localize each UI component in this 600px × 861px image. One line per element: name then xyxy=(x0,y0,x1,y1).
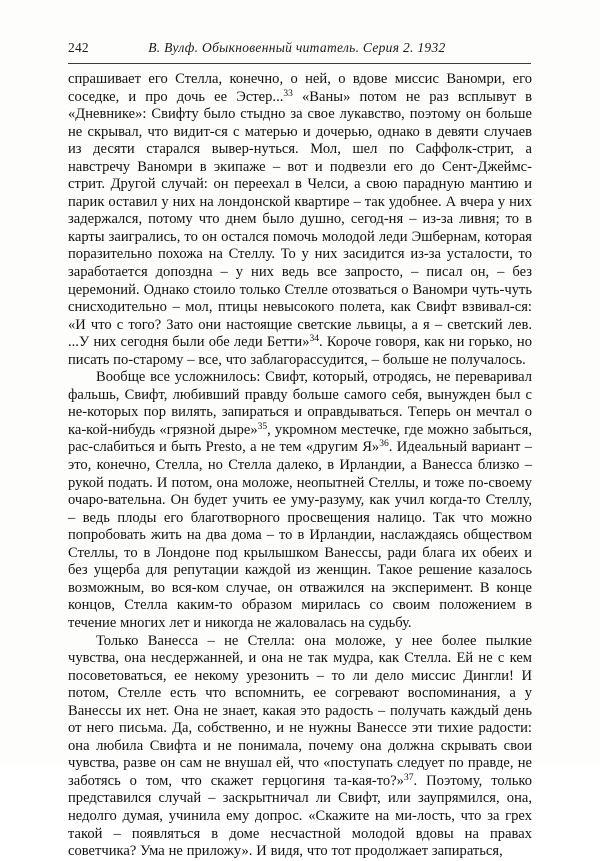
running-head xyxy=(68,40,531,60)
body-text-block xyxy=(68,71,532,861)
text-run: «Ваны» потом не раз всплывут в «Дневнике»: Свифту было стыдно за свое лукавство, поэтому он больше не скрывал, что видит-ся с матерью и дочерью, однако в девяти случаев из десяти старался вывер-нуться. Мол, шел по Саффолк-стрит, а навстречу Ваномри в экипаже – вот и подвезли его до Сент-Джеймс-стрит. Другой случай: он переехал в Челси, а свою парадную мантию и парик оставил у них на лондонской квартире – так удобнее. А вчера у них задержался, потому что днем было душно, сегод-ня – из-за ливня; то в карты заигрались, то он остался помочь молодой леди Эшбернам, которая поразительно похожа на Стеллу. То у них засидится из-за усталости, то заработается допоздна – у них ведь все запросто, – писал он, – без церемоний. Однако стоило только Стелле отозваться о Ваномри чуть-чуть снисходительно – мол, птицы невысокого полета, как Свифт взвивал-ся: «И что с того? Зато они настоящие светские львицы, а я – светский лев. ...У них сегодня были обе леди Бетти» xyxy=(68,88,532,351)
text-run: Только Ванесса – не Стелла: она моложе, у нее более пылкие чувства, она несдержанней, и она не так мудра, как Стелла. Ей не с кем посоветоваться, ее некому урезонить – то ли дело миссис Дингли! И потом, Стелле есть что вспомнить, ее согревают воспоминания, а у Ванессы их нет. Она не знает, какая это радость – получать каждый день от него письма. Да, собственно, и не нужны Ванессе эти тихие радости: она любила Свифта и не понимала, почему она должна скрывать свои чувства, разве он сам не внушал ей, что «поступать следует по правде, не заботясь о том, что скажет герцогиня та-кая-то?» xyxy=(68,632,532,789)
text-run: . Идеальный вариант – это, конечно, Стелла, но Стелла далеко, в Ирландии, а Ванесса близко – рукой подать. И потом, она моложе, неопытней Стеллы, и тоже по-своему очаро-вательна. Он будет учить ее уму-разуму, как учил когда-то Стеллу, – ведь плоды его благотворного просвещения налицо. Так что можно попробовать жить на два дома – то в Ирландии, наслаждаясь обществом Стеллы, то в Лондоне под крылышком Ванессы, ради блага их обеих и без ущерба для репутации каждой из женщин. Такое решение казалось возможным, во вся-ком случае, он отважился на эксперимент. В конце концов, Стелла каким-то образом мирилась со своим положением в течение многих лет и никогда не жаловалась на судьбу. xyxy=(68,439,532,631)
text-run: Вообще все усложнилось: Свифт, который, отродясь, не переваривал фальшь, Свифт, любивший правду больше самого себя, вынужден был с не-которых пор вилять, запираться и оправдываться. Теперь он мечтал о ка-кой-нибудь «грязной дыре» xyxy=(68,369,532,438)
text-run: . Поэтому, только представился случай – заскрытничал ли Свифт, или заупрямился, она, недолго думая, учинила ему допрос. «Скажите на ми-лость, что за грех такой – появляться в доме несчастной молодой вдовы на правах советчика? Ума не приложу». И видя, что тот продолжает запираться, xyxy=(68,772,533,860)
footnote-reference[interactable]: 37 xyxy=(403,772,414,783)
footnote-reference[interactable]: 33 xyxy=(283,88,293,99)
latin-term: Presto xyxy=(205,439,243,456)
paragraph xyxy=(68,369,532,632)
footnote-reference[interactable]: 35 xyxy=(257,421,268,432)
paragraph xyxy=(68,633,532,861)
text-run: . Короче говоря, как ни горько, но писать по-старому – все, что заблагорассудится, – больше не получалось. xyxy=(68,334,532,368)
page-number: 242 xyxy=(68,40,89,55)
text-run: спрашивает его Стелла, конечно, о ней, о вдове миссис Ваномри, его соседке, и про дочь ее Эстер... xyxy=(68,71,532,105)
paragraph xyxy=(68,71,532,369)
text-run: , а не тем «другим Я» xyxy=(242,439,380,456)
footnote-reference[interactable]: 34 xyxy=(309,333,320,344)
footnote-reference[interactable]: 36 xyxy=(379,439,389,450)
text-run: , укромном местечке, где можно забыться, рас-слабиться и быть xyxy=(68,421,532,456)
header-rule xyxy=(68,63,531,64)
running-head-title: В. Вулф. Обыкновенный читатель. Серия 2. 1932 xyxy=(148,40,446,55)
